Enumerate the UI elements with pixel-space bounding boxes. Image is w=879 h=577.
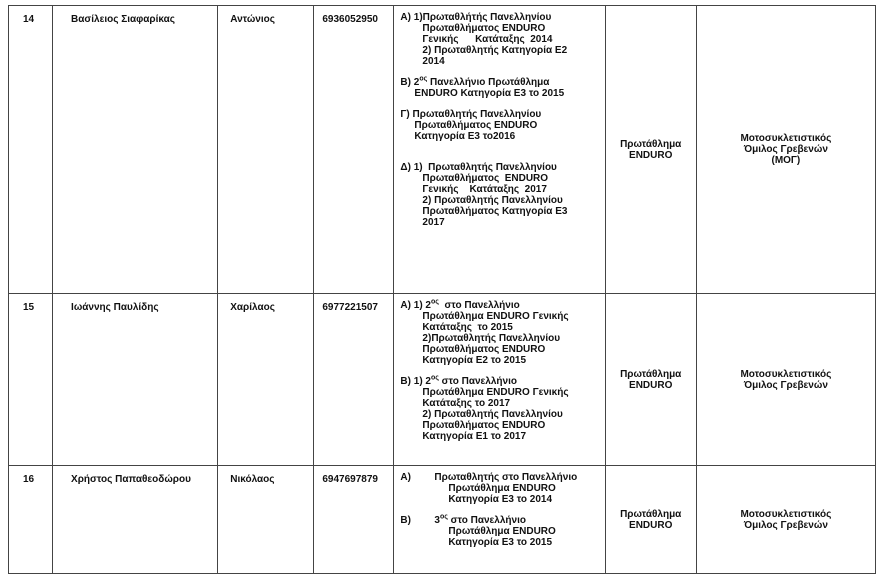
achievement-line: Πρωτάθλημα ENDURO [448, 526, 556, 537]
table-row [9, 466, 876, 574]
category-label: Πρωτάθλημα [620, 508, 682, 520]
category-cell [605, 6, 696, 294]
achievement-group [400, 77, 600, 99]
achievement-line: Κατηγορία Ε1 το 2017 [422, 431, 527, 442]
achievement-line: $3^{o\varsigma}$ στο Πανελλήνιο [434, 513, 526, 526]
achievement-line: Κατηγορία Ε3 το2016 [414, 131, 516, 142]
phone-number: 6977221507 [314, 294, 394, 466]
achievement-line: Πρωταθλητής στο Πανελλήνιο [434, 472, 578, 483]
achievement-line: 2014 [422, 56, 445, 67]
category-label: Πρωτάθλημα [620, 138, 682, 150]
table-row [9, 294, 876, 466]
achievement-line: Κατηγορία Ε3 το 2014 [448, 494, 553, 505]
father-name: Αντώνιος [218, 6, 314, 294]
father-name: Χαρίλαος [218, 294, 314, 466]
achievement-line: Πρωταθλήματος ENDURO [422, 420, 546, 431]
phone-number: 6947697879 [314, 466, 394, 574]
achievement-group [400, 376, 600, 442]
club-label: Όμιλος Γρεβενών [743, 519, 828, 531]
athlete-name: Χρήστος Παπαθεοδώρου [53, 466, 218, 574]
achievement-group [400, 472, 600, 505]
achievement-line: Γενικής Κατάταξης 2014 [422, 34, 553, 45]
achievement-line: Κατηγορία Ε3 το 2015 [448, 537, 553, 548]
club-cell [696, 6, 875, 294]
club-cell [696, 294, 875, 466]
achievement-line: Κατάταξης το 2015 [422, 322, 513, 333]
category-label: ENDURO [629, 519, 673, 531]
achievement-line: Πρωτάθλημα ENDURO [448, 483, 556, 494]
club-label: Μοτοσυκλετιστικός [740, 508, 832, 520]
row-number: 16 [9, 466, 53, 574]
category-cell [605, 294, 696, 466]
achievement-line: 2) Πρωταθλητής Κατηγορία Ε2 [422, 45, 568, 56]
achievement-line: Πρωταθλήματος ENDURO [414, 120, 538, 131]
achievement-line: Α) 1) $2^{o\varsigma}$ στο Πανελλήνιο [400, 298, 520, 311]
athletes-table [8, 5, 876, 574]
achievement-group [400, 515, 600, 548]
achievement-group [400, 162, 600, 228]
achievement-line: Πρωτάθλημα ENDURO Γενικής [422, 311, 569, 322]
category-label: ENDURO [629, 379, 673, 391]
achievement-line: 2017 [422, 217, 445, 228]
achievement-label: Α) [400, 472, 411, 483]
achievement-line: 2) Πρωταθλητής Πανελληνίου [422, 195, 563, 206]
achievement-line: Κατάταξης το 2017 [422, 398, 511, 409]
club-label: Μοτοσυκλετιστικός [740, 133, 832, 144]
achievement-line: ENDURO Κατηγορία Ε3 το 2015 [414, 88, 565, 99]
category-cell [605, 466, 696, 574]
athlete-name: Ιωάννης Παυλίδης [53, 294, 218, 466]
achievement-line: Β) 1) $2^{o\varsigma}$ στο Πανελλήνιο [400, 374, 517, 387]
achievement-line: Δ) 1) Πρωταθλητής Πανελληνίου [400, 162, 557, 173]
achievement-label: Β) [400, 515, 411, 526]
achievement-group [400, 109, 600, 142]
achievement-group [400, 12, 600, 67]
club-label: Μοτοσυκλετιστικός [740, 368, 832, 380]
achievement-group [400, 300, 600, 366]
achievement-line: Πρωτάθλημα ENDURO Γενικής [422, 387, 569, 398]
achievements-cell [394, 294, 605, 466]
category-label: ENDURO [629, 149, 673, 161]
achievement-line: Γενικής Κατάταξης 2017 [422, 184, 547, 195]
club-label: (ΜΟΓ) [771, 155, 801, 166]
achievements-cell [394, 6, 605, 294]
achievement-line: Πρωταθλήματος ENDURO [422, 173, 549, 184]
row-number: 15 [9, 294, 53, 466]
achievement-line: Γ) Πρωταθλητής Πανελληνίου [400, 109, 542, 120]
club-label: Όμιλος Γρεβενών [743, 379, 828, 391]
row-number: 14 [9, 6, 53, 294]
table-row [9, 6, 876, 294]
achievement-line: Β) $2^{o\varsigma}$ Πανελλήνιο Πρωτάθλημα [400, 75, 550, 88]
athlete-name: Βασίλειος Σιαφαρίκας [53, 6, 218, 294]
achievement-line: Πρωταθλήματος ENDURO [422, 344, 546, 355]
achievement-line: Πρωταθλήματος ENDURO [422, 23, 546, 34]
category-label: Πρωτάθλημα [620, 368, 682, 380]
achievements-cell [394, 466, 605, 574]
achievement-line: 2) Πρωταθλητής Πανελληνίου [422, 409, 563, 420]
phone-number: 6936052950 [314, 6, 394, 294]
achievement-line: 2)Πρωταθλητής Πανελληνίου [422, 333, 561, 344]
achievement-line: Α) 1)Πρωταθλήτής Πανελληνίου [400, 12, 552, 23]
club-cell [696, 466, 875, 574]
father-name: Νικόλαος [218, 466, 314, 574]
achievement-line: Κατηγορία Ε2 το 2015 [422, 355, 527, 366]
club-label: Όμιλος Γρεβενών [743, 144, 828, 155]
achievement-line: Πρωταθλήματος Κατηγορία Ε3 [422, 206, 568, 217]
